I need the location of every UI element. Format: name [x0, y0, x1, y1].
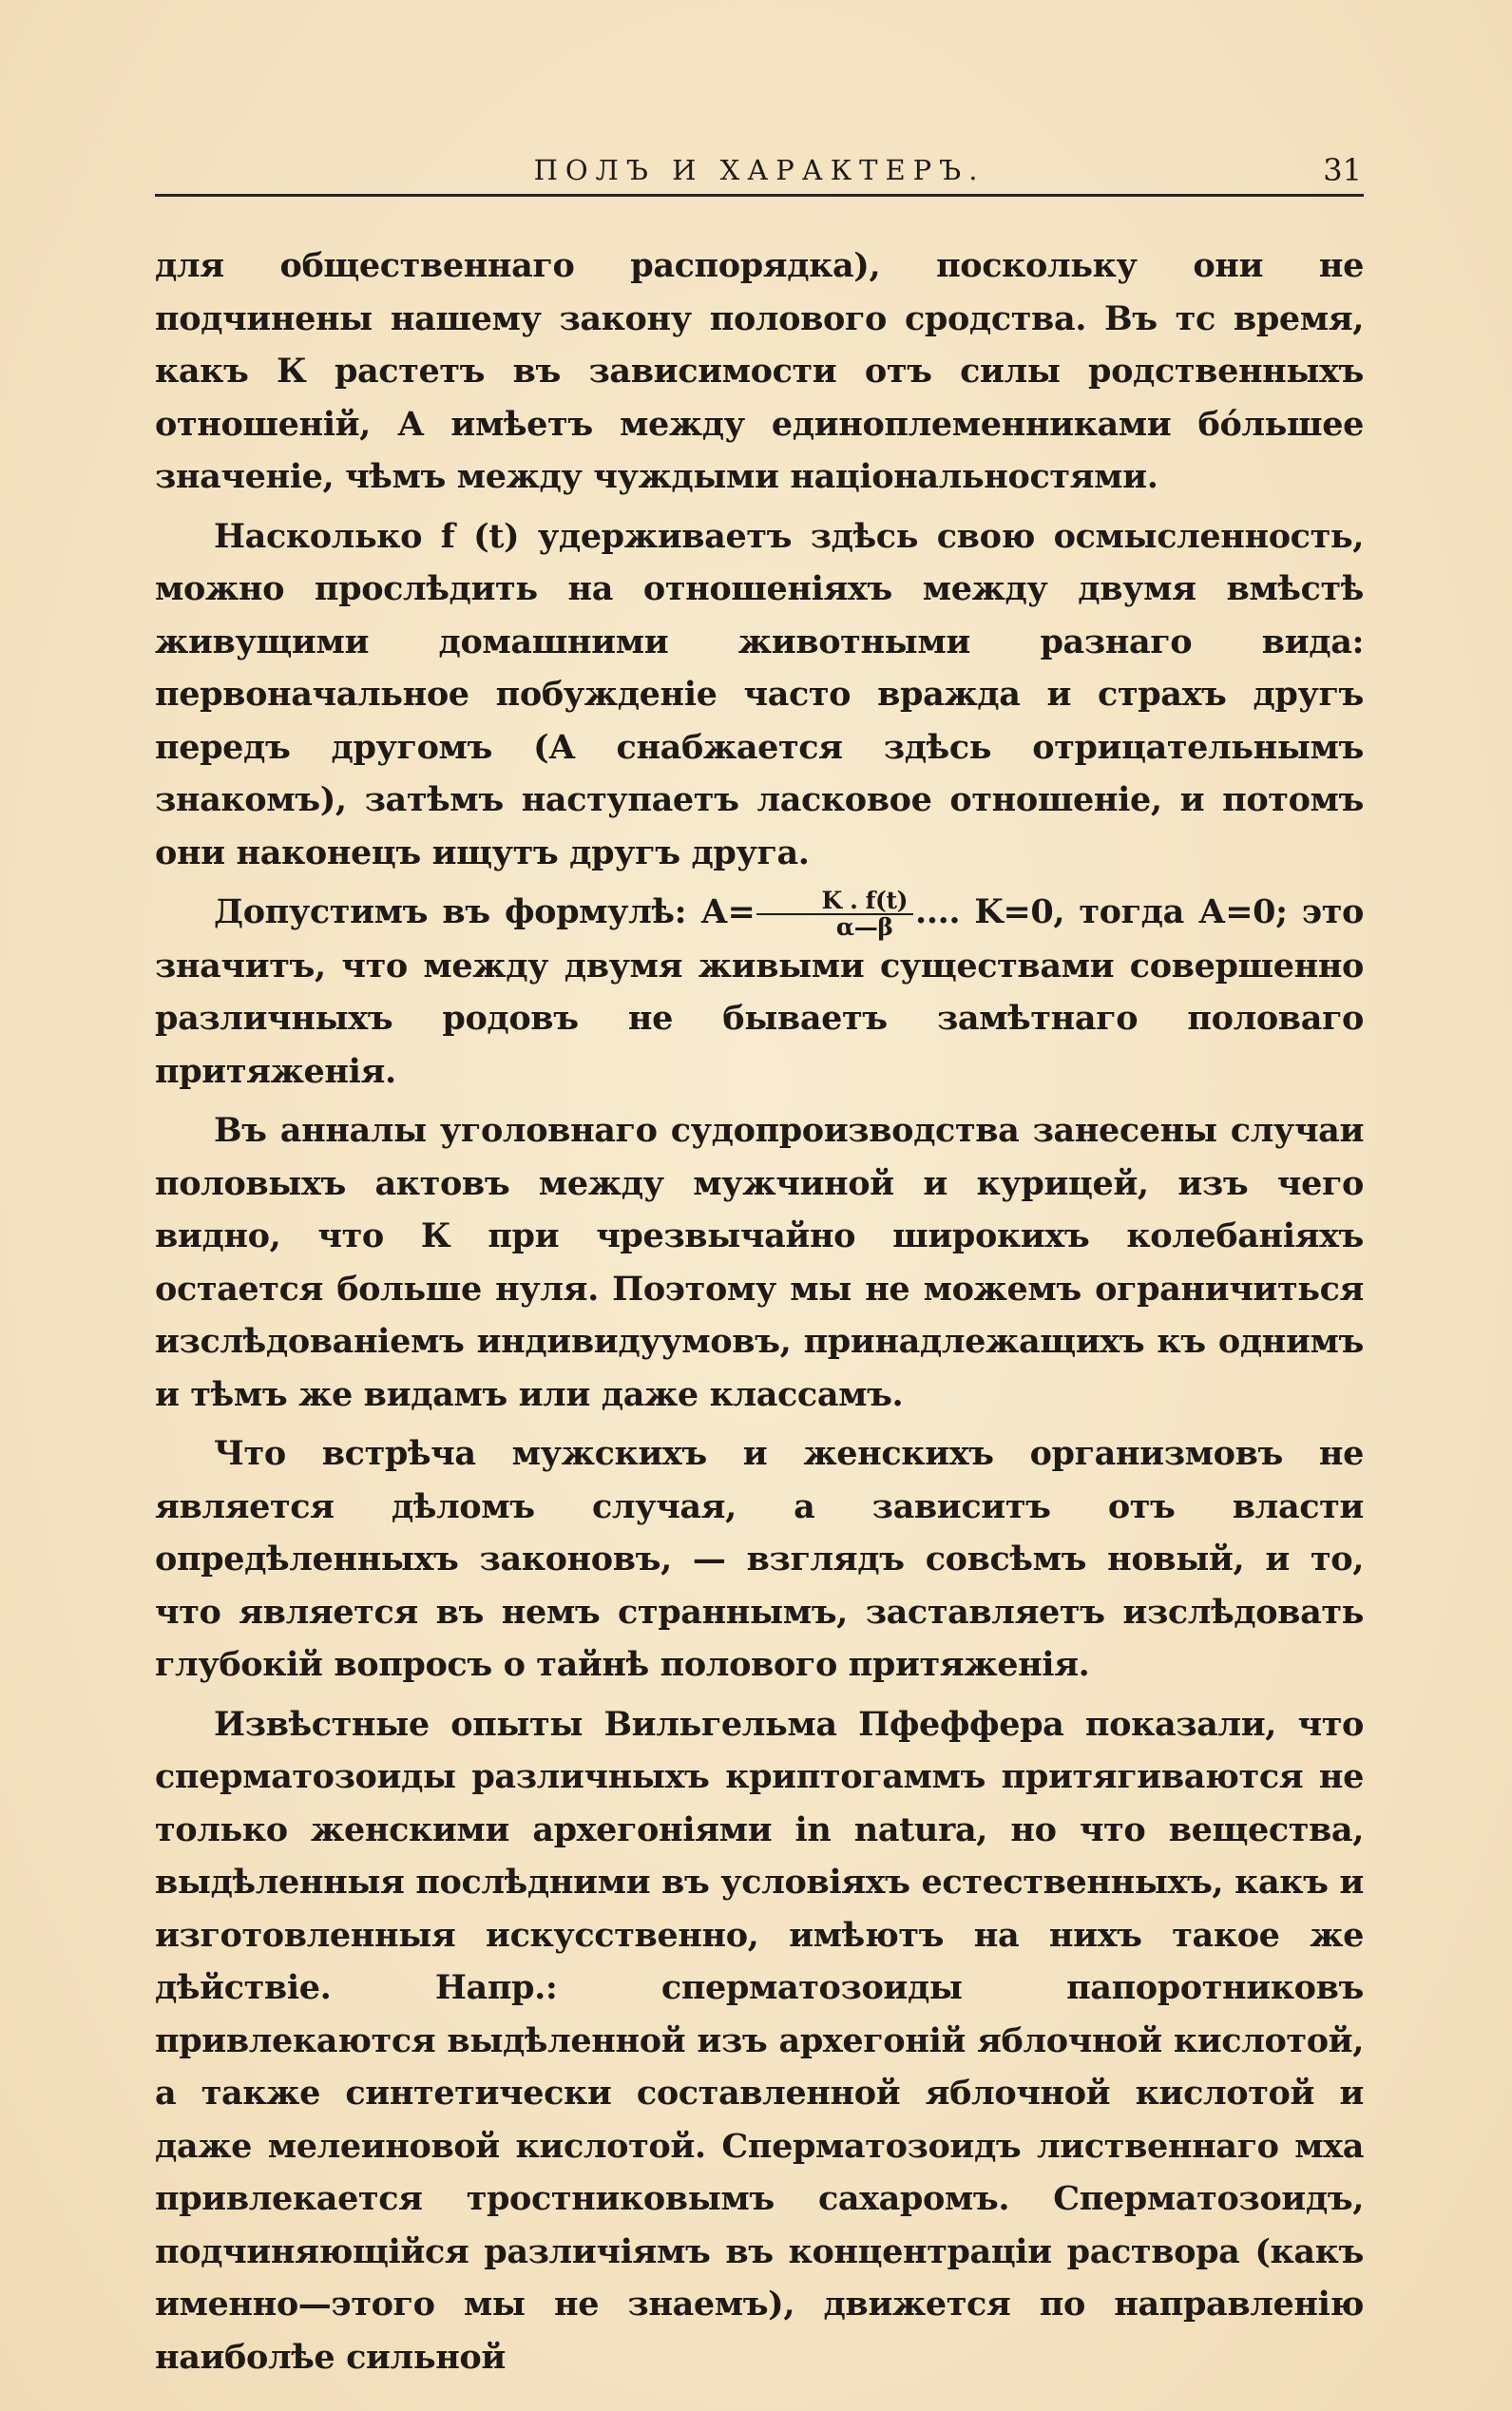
formula-trail-text: .... K=0, тогда А=0; это значитъ, что между двумя живыми существами совершенно различныхъ родовъ не бываетъ замѣтнаго половаго притяженія.: [155, 892, 1364, 1091]
formula-lead-text: Допустимъ въ формулѣ: А=: [214, 892, 756, 931]
paragraph-5: Что встрѣча мужскихъ и женскихъ организмовъ не является дѣломъ случая, а зависитъ отъ власти опредѣленныхъ законовъ, — взглядъ совсѣмъ новый, и то, что является въ немъ страннымъ, заставляетъ изслѣдовать глубокій вопросъ о тайнѣ полового притяженія.: [155, 1434, 1364, 1684]
paragraph-6: Извѣстные опыты Вильгельма Пфеффера показали, что сперматозоиды различныхъ криптогаммъ притягиваются не только женскими архегоніями in natura, но что вещества, выдѣленныя послѣдними въ условіяхъ естественныхъ, какъ и изготовленныя искусственно, имѣютъ на нихъ такое же дѣйствіе. Напр.: сперматозоиды папоротниковъ привлекаются выдѣленной изъ архегоній яблочной кислотой, а также синтетически составленной яблочной кислотой и даже мелеиновой кислотой. Сперматозоидъ лиственнаго мха привлекается тростниковымъ сахаромъ. Сперматозоидъ, подчиняющійся различіямъ въ концентраціи раствора (какъ именно—этого мы не знаемъ), движется по направленію наиболѣе сильной: [155, 1704, 1364, 2377]
formula-fraction: [756, 886, 913, 941]
paragraph-1: для общественнаго распорядка), поскольку они не подчинены нашему закону полового сродства. Въ тс время, какъ К растетъ въ зависимости отъ силы родственныхъ отношеній, А имѣетъ между единоплеменниками бóльшее значеніе, чѣмъ между чуждыми національностями.: [155, 246, 1364, 496]
formula-denominator: α—β: [835, 912, 893, 941]
page-header: [155, 150, 1364, 197]
body-text: [155, 239, 1364, 2390]
running-title: ПОЛЪ И ХАРАКТЕРЪ.: [533, 154, 986, 186]
formula-numerator: K . f(t): [756, 889, 913, 915]
paragraph-3: [155, 886, 1364, 1098]
page-number: 31: [1323, 152, 1362, 188]
paragraph-2: Насколько f (t) удерживаетъ здѣсь свою осмысленность, можно прослѣдить на отношеніяхъ между двумя вмѣстѣ живущими домашними животными разнаго вида: первоначальное побужденіе часто вражда и страхъ другъ передъ другомъ (А снабжается здѣсь отрицательнымъ знакомъ), затѣмъ наступаетъ ласковое отношеніе, и потомъ они наконецъ ищутъ другъ друга.: [155, 516, 1364, 872]
paragraph-4: Въ анналы уголовнаго судопроизводства занесены случаи половыхъ актовъ между мужчиной и курицей, изъ чего видно, что К при чрезвычайно широкихъ колебаніяхъ остается больше нуля. Поэтому мы не можемъ ограничиться изслѣдованіемъ индивидуумовъ, принадлежащихъ къ однимъ и тѣмъ же видамъ или даже классамъ.: [155, 1111, 1364, 1414]
